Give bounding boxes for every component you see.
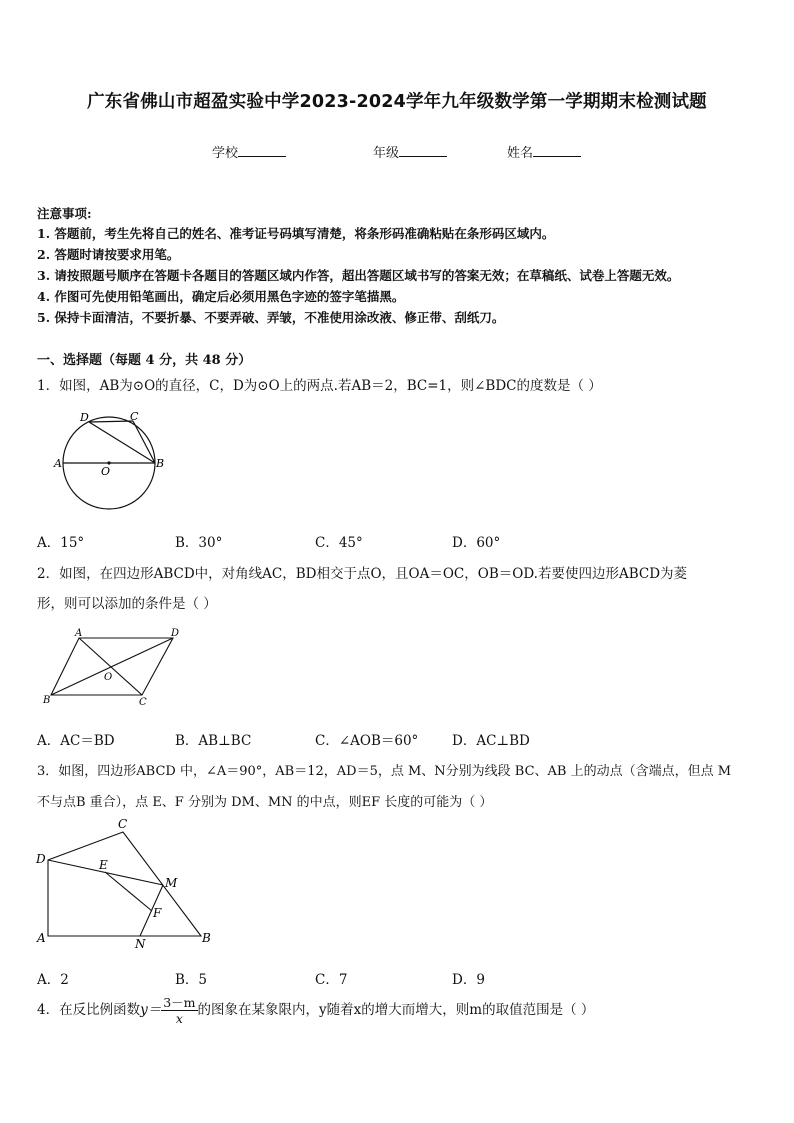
q4-denominator: x xyxy=(175,1011,183,1026)
label-d: D xyxy=(80,411,89,424)
grade-blank xyxy=(399,144,447,157)
label-a: A xyxy=(54,457,62,470)
q1-circle-figure xyxy=(52,408,172,514)
quadrilateral-abcd xyxy=(48,832,201,936)
section-heading: 一、选择题（每题 4 分，共 48 分） xyxy=(37,353,252,368)
name-label: 姓名 xyxy=(507,146,534,161)
q1-option-c: C．45° xyxy=(315,535,363,551)
label-b: B xyxy=(202,931,211,945)
label-c: C xyxy=(130,410,139,423)
name-blank xyxy=(533,144,581,157)
label-c: C xyxy=(118,817,128,831)
label-o: O xyxy=(104,672,113,683)
q3-option-d: D．9 xyxy=(452,972,485,988)
label-a: A xyxy=(75,628,83,639)
question-2-stem-line2: 形，则可以添加的条件是（ ） xyxy=(37,596,217,612)
notice-heading: 注意事项: xyxy=(37,206,92,221)
school-label: 学校 xyxy=(212,146,239,161)
grade-label: 年级 xyxy=(373,146,400,161)
q3-option-a: A．2 xyxy=(37,972,69,988)
q2-option-a: A．AC＝BD xyxy=(37,733,115,749)
q4-suffix: 的图象在某象限内，y随着x的增大而增大，则m的取值范围是（ ） xyxy=(197,1002,595,1018)
q2-option-d: D．AC⊥BD xyxy=(452,733,530,749)
page-title: 广东省佛山市超盈实验中学2023-2024学年九年级数学第一学期期末检测试题 xyxy=(87,92,707,112)
label-a: A xyxy=(37,931,46,945)
notice-item: 3. 请按照题号顺序在答题卡各题目的答题区域内作答，超出答题区域书写的答案无效；在草稿纸、试卷上答题无效。 xyxy=(37,268,680,283)
school-blank xyxy=(238,144,286,157)
notice-item: 2. 答题时请按要求用笔。 xyxy=(37,247,180,262)
q2-option-c: C．∠AOB＝60° xyxy=(315,733,419,749)
label-f: F xyxy=(153,906,162,920)
label-b: B xyxy=(156,457,165,470)
q1-option-b: B．30° xyxy=(175,535,223,551)
q3-quadrilateral-figure xyxy=(32,815,222,955)
q4-fraction xyxy=(161,995,197,1026)
label-o: O xyxy=(101,465,111,478)
q1-option-d: D．60° xyxy=(452,535,501,551)
question-2-stem-line1: 2．如图，在四边形ABCD中，对角线AC，BD相交于点O，且OA＝OC，OB＝OD.若要使四边形ABCD为菱 xyxy=(37,566,688,582)
segment-dc xyxy=(89,421,133,422)
label-d: D xyxy=(171,628,180,639)
label-d: D xyxy=(36,852,46,866)
question-1-stem: 1．如图，AB为⊙O的直径，C，D为⊙O上的两点.若AB＝2，BC=1，则∠BDC的度数是（ ） xyxy=(37,378,602,394)
diagonal-bd xyxy=(51,638,173,695)
label-e: E xyxy=(99,858,108,872)
notice-item: 4. 作图可先使用铅笔画出，确定后必须用黑色字迹的签字笔描黑。 xyxy=(37,289,405,304)
q4-numerator: 3－m xyxy=(163,995,196,1010)
name-field xyxy=(507,142,581,161)
q1-option-a: A．15° xyxy=(37,535,85,551)
label-m: M xyxy=(165,876,178,890)
q3-option-c: C．7 xyxy=(315,972,348,988)
q4-prefix: 4．在反比例函数 xyxy=(37,1002,141,1018)
notice-item: 5. 保持卡面清洁，不要折暴、不要弄破、弄皱，不准使用涂改液、修正带、刮纸刀。 xyxy=(37,310,505,325)
grade-field xyxy=(373,142,447,161)
notice-item: 1. 答题前，考生先将自己的姓名、准考证号码填写清楚，将条形码准确粘贴在条形码区域内。 xyxy=(37,226,555,241)
label-b: B xyxy=(43,695,51,706)
school-field xyxy=(212,142,286,161)
diagonal-ac xyxy=(79,638,142,695)
label-c: C xyxy=(139,697,147,708)
segment-db xyxy=(89,422,155,463)
q2-option-b: B．AB⊥BC xyxy=(175,733,252,749)
q3-option-b: B．5 xyxy=(175,972,208,988)
question-3-stem-line1: 3．如图，四边形ABCD 中，∠A＝90°，AB＝12，AD＝5，点 M、N分别为线段 BC、AB 上的动点（含端点，但点 M xyxy=(37,764,732,779)
question-4-stem xyxy=(37,995,594,1026)
q2-quadrilateral-figure xyxy=(40,625,190,710)
question-3-stem-line2: 不与点B 重合），点 E、F 分别为 DM、MN 的中点，则EF 长度的可能为（ ） xyxy=(37,795,493,810)
label-n: N xyxy=(135,937,146,951)
q4-y: y＝ xyxy=(140,1002,162,1018)
